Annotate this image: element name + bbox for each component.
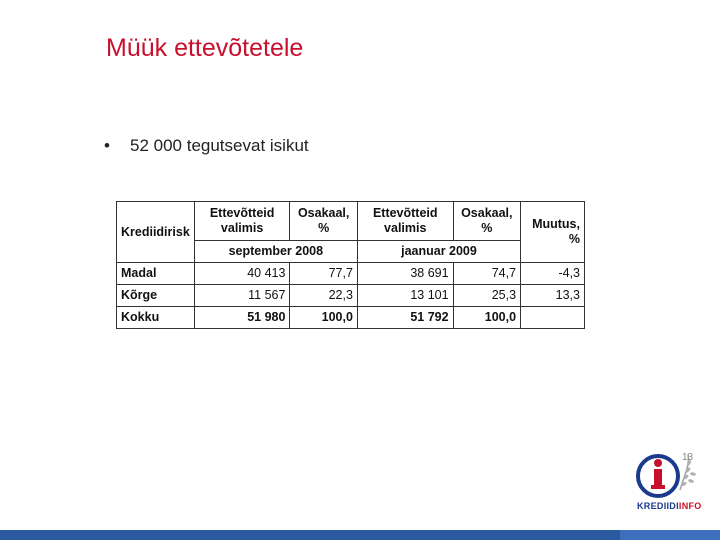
header-change: Muutus, % [521, 202, 585, 263]
cell-count-b: 13 101 [357, 285, 453, 307]
slide-title: Müük ettevõtetele [106, 34, 304, 62]
header-count-b: Ettevõtteid valimis [357, 202, 453, 241]
table-row [117, 263, 585, 285]
cell-change: -4,3 [521, 263, 585, 285]
cell-count-b: 51 792 [357, 307, 453, 329]
cell-share-a: 100,0 [290, 307, 357, 329]
logo-text: KREDIIDIINFO [637, 501, 702, 511]
cell-count-a: 40 413 [194, 263, 290, 285]
cell-share-b: 25,3 [453, 285, 520, 307]
table-row [117, 307, 585, 329]
cell-change [521, 307, 585, 329]
row-label: Kõrge [117, 285, 195, 307]
period-label: jaanuar 2009 [357, 241, 520, 263]
bullet-text: 52 000 tegutsevat isikut [130, 136, 309, 155]
bullet-item [104, 136, 309, 156]
footer-bar [0, 530, 720, 540]
cell-count-b: 38 691 [357, 263, 453, 285]
header-risk: Krediidirisk [117, 202, 195, 263]
table-row [117, 285, 585, 307]
header-share-b: Osakaal, % [453, 202, 520, 241]
svg-text:13: 13 [682, 452, 694, 463]
header-share-a: Osakaal, % [290, 202, 357, 241]
cell-share-a: 77,7 [290, 263, 357, 285]
cell-share-b: 100,0 [453, 307, 520, 329]
cell-share-a: 22,3 [290, 285, 357, 307]
credit-risk-table [116, 201, 585, 329]
header-count-a: Ettevõtteid valimis [194, 202, 290, 241]
footer-bar-accent [620, 530, 720, 540]
cell-share-b: 74,7 [453, 263, 520, 285]
period-label: september 2008 [194, 241, 357, 263]
cell-change: 13,3 [521, 285, 585, 307]
cell-count-a: 51 980 [194, 307, 290, 329]
cell-count-a: 11 567 [194, 285, 290, 307]
row-label: Madal [117, 263, 195, 285]
row-label: Kokku [117, 307, 195, 329]
bullet-dot: • [104, 136, 110, 155]
